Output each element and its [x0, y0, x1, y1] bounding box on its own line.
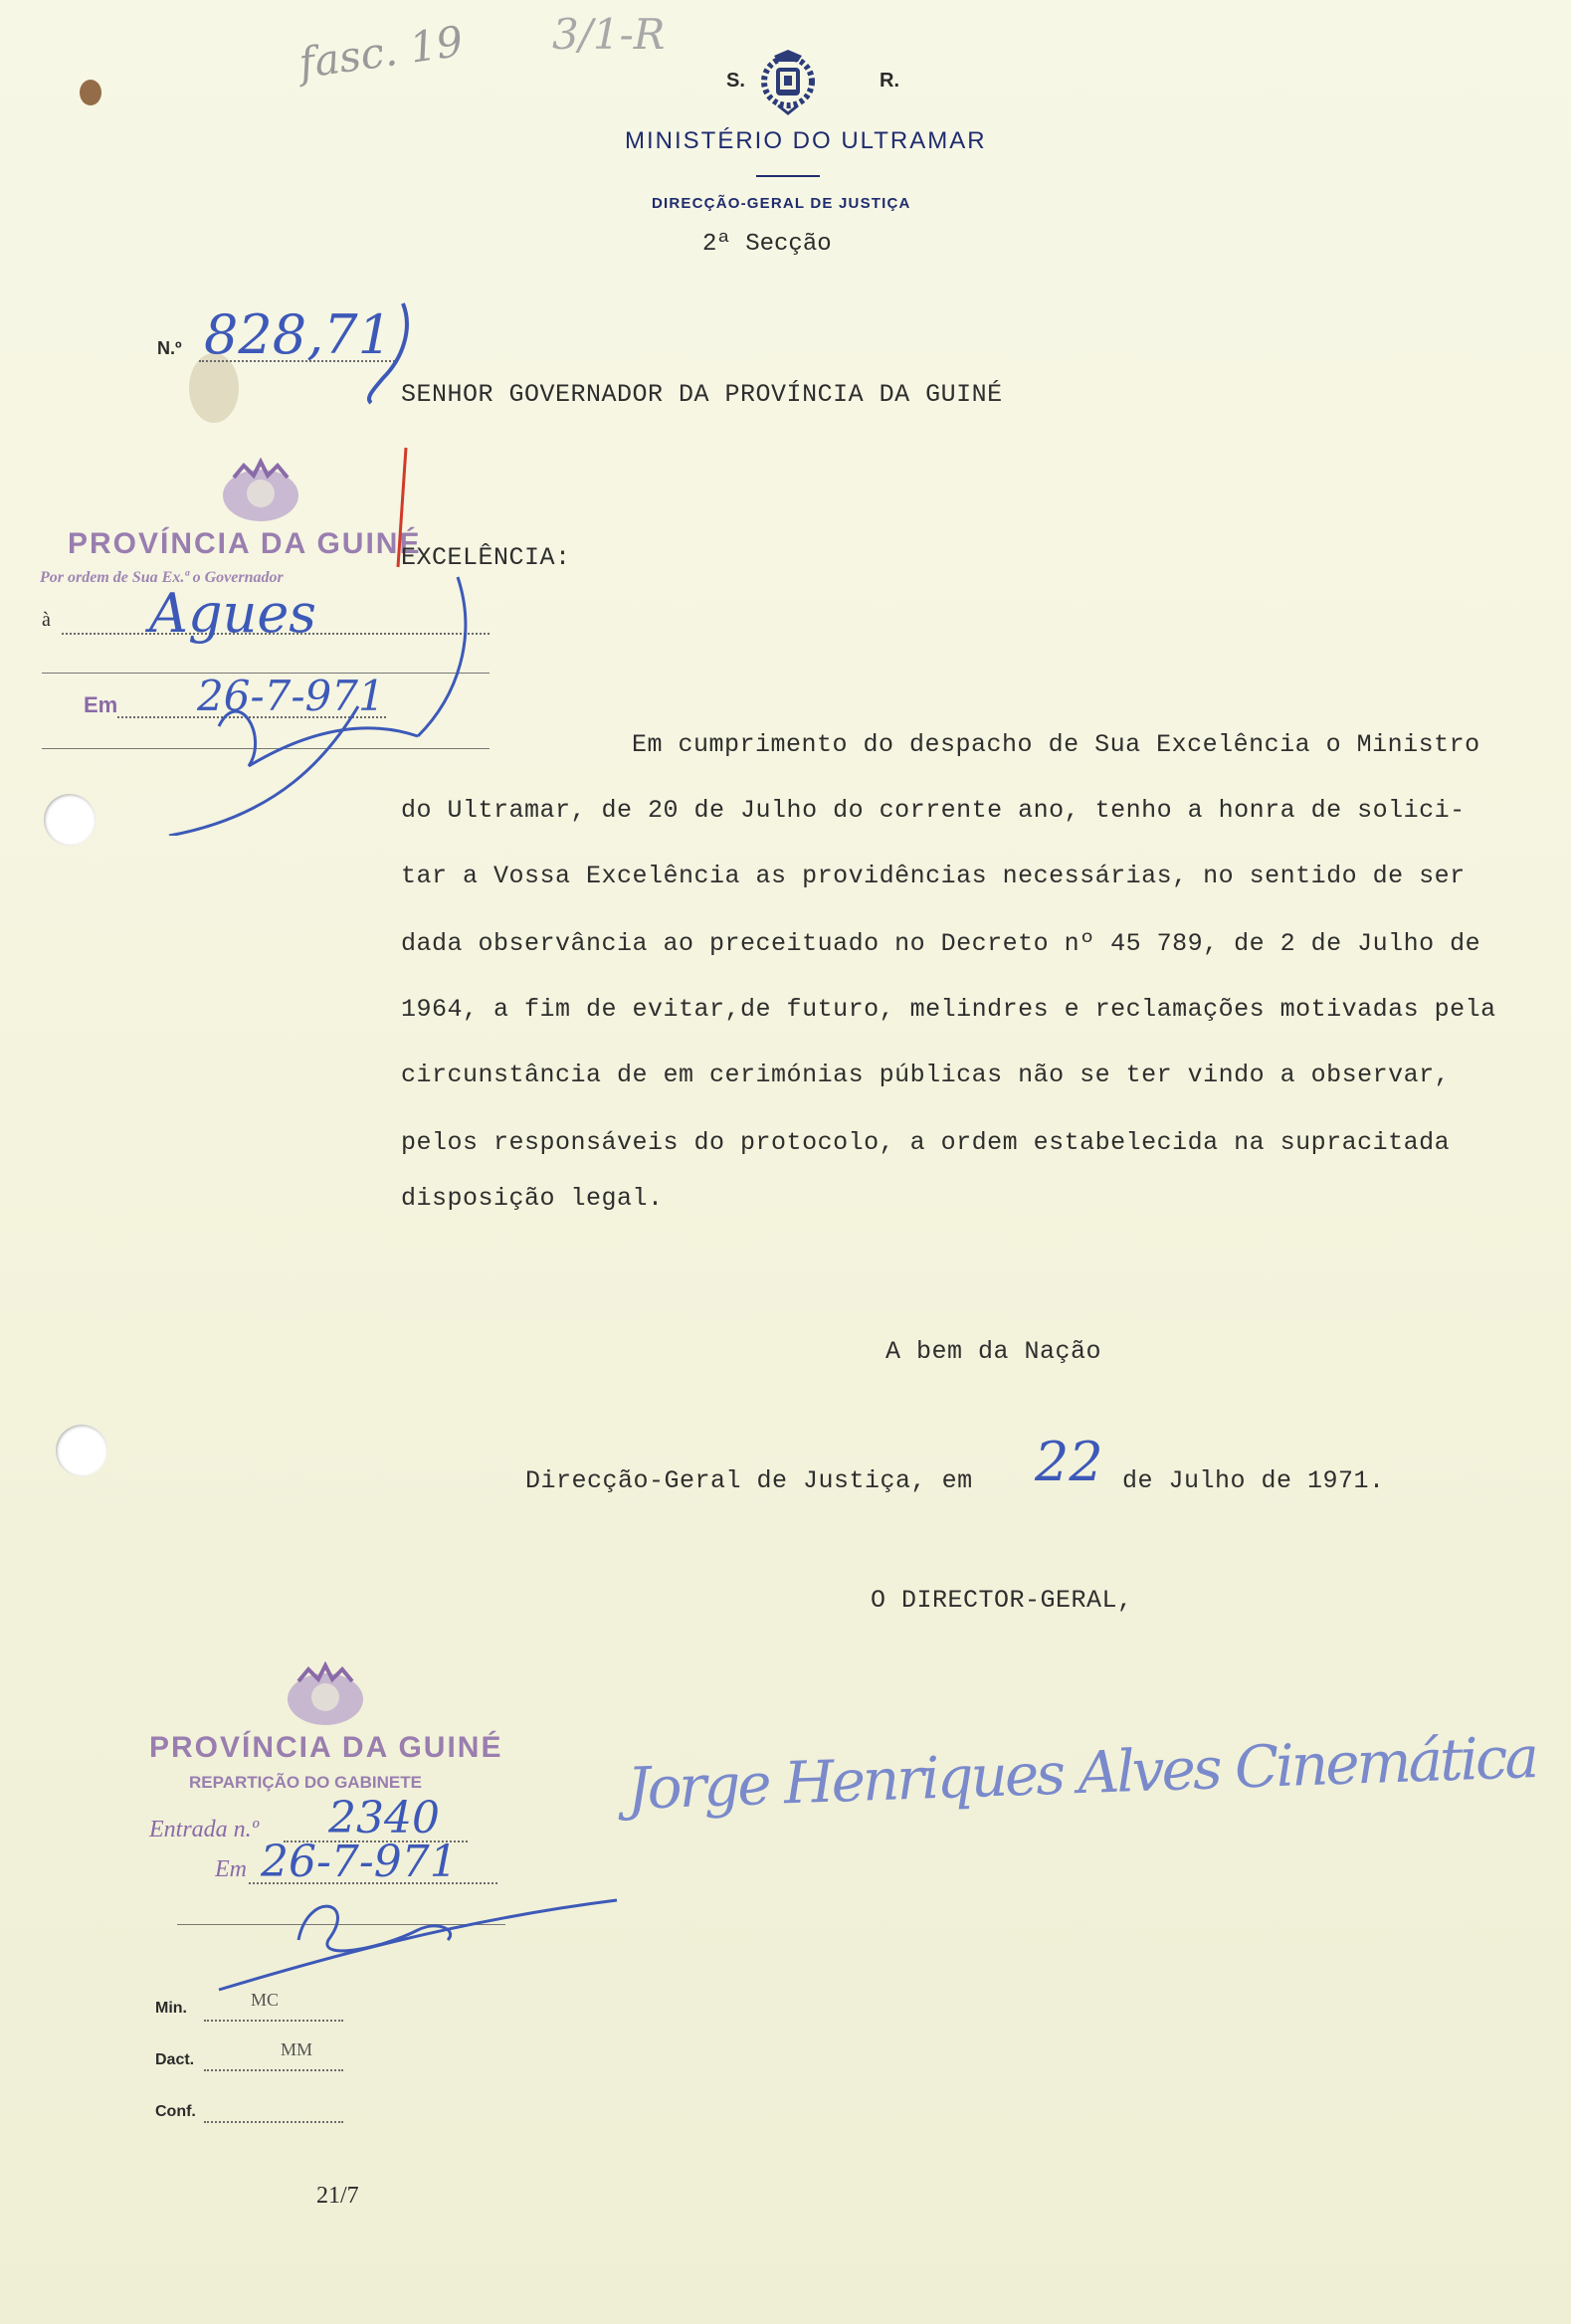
dact-line: [204, 2069, 343, 2071]
page-code: 21/7: [316, 2183, 359, 2209]
corner-note-2: 3/1-R: [552, 10, 666, 59]
reference-number: 828,71: [204, 303, 392, 366]
body-line-1: Em cumprimento do despacho de Sua Excelência o Ministro: [632, 730, 1480, 759]
stamp-top-title: PROVÍNCIA DA GUINÉ: [68, 527, 422, 560]
stamp-top-em-value: 26-7-971: [197, 672, 385, 720]
body-line-2: do Ultramar, de 20 de Julho do corrente ano, tenho a honra de solici-: [401, 796, 1466, 825]
s-letter: S.: [726, 70, 745, 92]
min-label: Min.: [155, 2000, 187, 2017]
body-line-7: pelos responsáveis do protocolo, a ordem estabelecida na supracitada: [401, 1128, 1451, 1157]
stamp-bottom-em-label: Em: [215, 1856, 247, 1882]
directorate-name: DIRECÇÃO-GERAL DE JUSTIÇA: [652, 195, 911, 212]
section-label: 2ª Secção: [702, 231, 832, 258]
body-line-4: dada observância ao preceituado no Decreto nº 45 789, de 2 de Julho de: [401, 929, 1481, 958]
dact-value: MM: [281, 2039, 313, 2059]
conf-label: Conf.: [155, 2103, 196, 2120]
punch-hole-top: [44, 794, 96, 846]
body-line-5: 1964, a fim de evitar,de futuro, melindres e reclamações motivadas pela: [401, 995, 1496, 1024]
min-value: MC: [251, 1990, 280, 2010]
reference-label: N.º: [157, 338, 182, 358]
dact-label: Dact.: [155, 2051, 195, 2068]
coat-of-arms-icon: [758, 48, 818, 117]
stamp-top-a-label: à: [42, 609, 51, 631]
stamp-bottom-title: PROVÍNCIA DA GUINÉ: [149, 1731, 503, 1764]
date-prefix: Direcção-Geral de Justiça, em: [525, 1466, 973, 1495]
stamp-bottom-subtitle: REPARTIÇÃO DO GABINETE: [189, 1773, 422, 1792]
signature: Jorge Henriques Alves Cinemática: [626, 1723, 1538, 1823]
addressee-line: SENHOR GOVERNADOR DA PROVÍNCIA DA GUINÉ: [401, 380, 1003, 409]
stamp-bottom-crown-icon: [279, 1661, 373, 1731]
stamp-top-a-value: Agues: [149, 582, 317, 645]
signatory-title: O DIRECTOR-GERAL,: [871, 1586, 1133, 1615]
r-letter: R.: [880, 70, 899, 92]
closing-formula: A bem da Nação: [885, 1337, 1102, 1366]
ministry-name: MINISTÉRIO DO ULTRAMAR: [625, 127, 987, 154]
stamp-top-em-label: Em: [84, 692, 118, 717]
stamp-bottom-entrada-label: Entrada n.º: [149, 1817, 260, 1842]
body-line-8: disposição legal.: [401, 1184, 664, 1213]
date-day: 22: [1035, 1431, 1103, 1493]
punch-hole-bottom: [56, 1425, 107, 1476]
body-line-6: circunstância de em cerimónias públicas não se ter vindo a observar,: [401, 1061, 1451, 1089]
stamp-bottom-entrada-value: 2340: [328, 1793, 440, 1843]
salutation: EXCELÊNCIA:: [401, 543, 571, 572]
stamp-bottom-em-value: 26-7-971: [261, 1837, 458, 1887]
conf-line: [204, 2121, 343, 2123]
date-suffix: de Julho de 1971.: [1122, 1466, 1385, 1495]
stamp-top-initials-mark: [159, 438, 497, 836]
min-line: [204, 2020, 343, 2022]
header-rule: [756, 175, 820, 177]
stamp-top-subtitle: Por ordem de Sua Ex.ª o Governador: [40, 569, 284, 586]
rust-stain: [80, 80, 101, 105]
corner-note: fasc. 19: [295, 16, 467, 89]
body-line-3: tar a Vossa Excelência as providências necessárias, no sentido de ser: [401, 862, 1466, 890]
